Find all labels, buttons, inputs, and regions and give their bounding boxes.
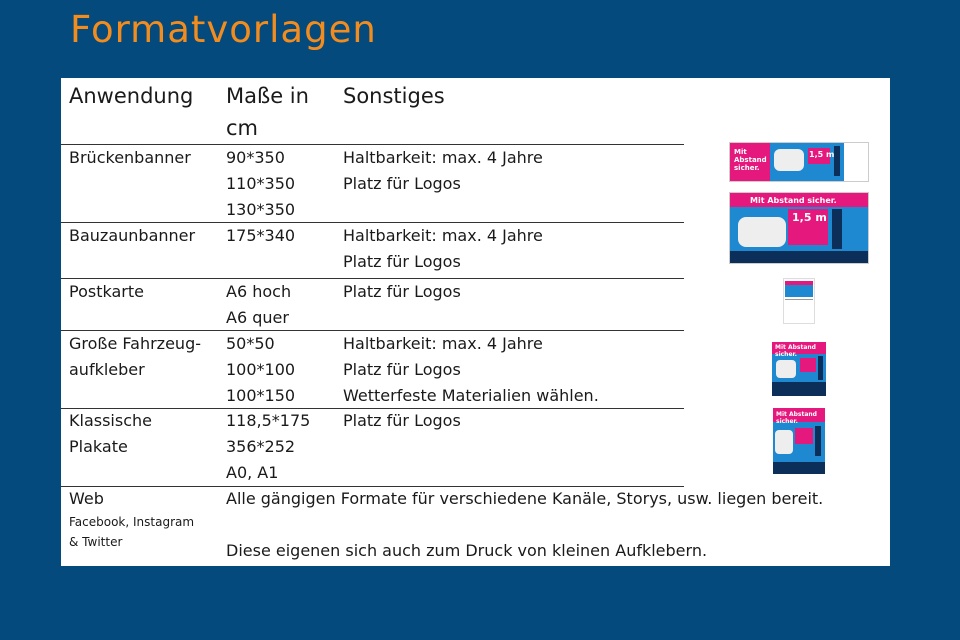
row-web-text: Alle gängigen Formate für verschiedene Kanäle, Storys, usw. liegen bereit. — [226, 489, 824, 508]
row-bauzaunbanner-sonstiges: Platz für Logos — [343, 252, 461, 271]
format-table-panel — [61, 78, 890, 566]
row-web-channels: & Twitter — [69, 535, 123, 549]
header-sonstiges: Sonstiges — [343, 84, 445, 108]
header-masse-unit: cm — [226, 116, 259, 140]
row-fahrzeugaufkleber-masse: 100*150 — [226, 386, 296, 405]
row-brueckenbanner-sonstiges: Haltbarkeit: max. 4 Jahre — [343, 148, 543, 167]
row-fahrzeugaufkleber-masse: 100*100 — [226, 360, 296, 379]
row-postkarte-anwendung: Postkarte — [69, 282, 144, 301]
row-fahrzeugaufkleber-sonstiges: Platz für Logos — [343, 360, 461, 379]
row-plakate-masse: 356*252 — [226, 437, 296, 456]
row-plakate-anwendung: Klassische — [69, 411, 152, 430]
row-fahrzeugaufkleber-anwendung: aufkleber — [69, 360, 145, 379]
row-postkarte-masse: A6 hoch — [226, 282, 292, 301]
row-plakate-anwendung: Plakate — [69, 437, 128, 456]
banner-slogan: Mit Abstand sicher. — [734, 148, 767, 172]
row-fahrzeugaufkleber-sonstiges: Haltbarkeit: max. 4 Jahre — [343, 334, 543, 353]
banner-slogan: Mit Abstand sicher. — [750, 196, 837, 205]
row-bauzaunbanner-masse: 175*340 — [226, 226, 296, 245]
row-plakate-masse: A0, A1 — [226, 463, 279, 482]
row-plakate-masse: 118,5*175 — [226, 411, 311, 430]
banner-distance: 1,5 m — [809, 150, 835, 159]
row-postkarte-masse: A6 quer — [226, 308, 289, 327]
banner-slogan: Mit Abstand sicher. — [775, 344, 816, 358]
row-bauzaunbanner-sonstiges: Haltbarkeit: max. 4 Jahre — [343, 226, 543, 245]
row-brueckenbanner-masse: 90*350 — [226, 148, 285, 167]
row-fahrzeugaufkleber-sonstiges: Wetterfeste Materialien wählen. — [343, 386, 599, 405]
row-web-note: Diese eigenen sich auch zum Druck von kleinen Aufklebern. — [226, 541, 708, 560]
row-web-channels: Facebook, Instagram — [69, 515, 195, 529]
header-anwendung: Anwendung — [69, 84, 194, 108]
row-brueckenbanner-masse: 110*350 — [226, 174, 296, 193]
row-brueckenbanner-anwendung: Brückenbanner — [69, 148, 191, 167]
banner-distance: 1,5 m — [792, 211, 827, 224]
row-web-anwendung: Web — [69, 489, 104, 508]
row-postkarte-sonstiges: Platz für Logos — [343, 282, 461, 301]
row-brueckenbanner-masse: 130*350 — [226, 200, 296, 219]
row-fahrzeugaufkleber-masse: 50*50 — [226, 334, 275, 353]
bauzaunbanner-preview-image — [729, 192, 869, 264]
row-fahrzeugaufkleber-anwendung: Große Fahrzeug- — [69, 334, 201, 353]
postkarte-preview-image — [783, 278, 815, 324]
banner-slogan: Mit Abstand sicher. — [776, 411, 817, 425]
row-plakate-sonstiges: Platz für Logos — [343, 411, 461, 430]
plakat-preview-image — [773, 408, 825, 482]
brueckenbanner-preview-image — [729, 142, 869, 182]
header-masse: Maße in — [226, 84, 309, 108]
page-title: Formatvorlagen — [70, 8, 377, 51]
row-bauzaunbanner-anwendung: Bauzaunbanner — [69, 226, 196, 245]
row-brueckenbanner-sonstiges: Platz für Logos — [343, 174, 461, 193]
fahrzeugaufkleber-preview-image — [772, 342, 826, 396]
